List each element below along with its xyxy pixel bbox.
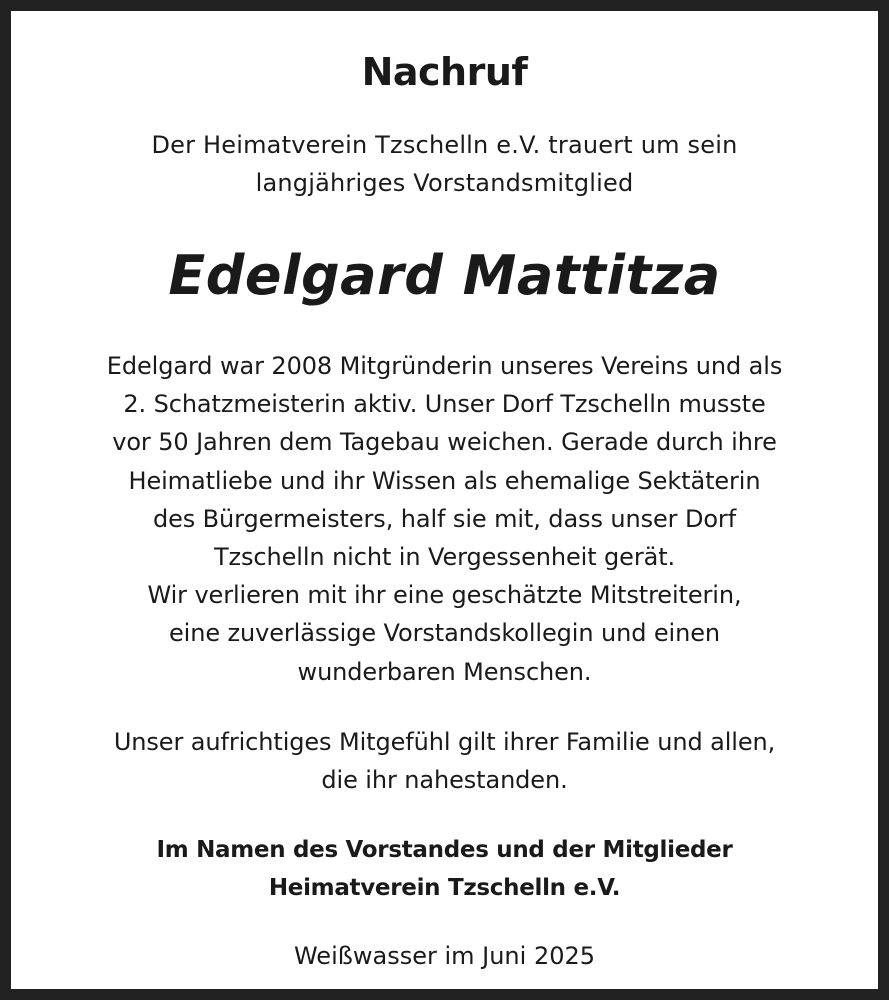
tribute-line: des Bürgermeisters, half sie mit, dass unser Dorf bbox=[152, 504, 737, 533]
sympathy-line: die ihr nahestanden. bbox=[321, 766, 568, 794]
obituary-content bbox=[22, 22, 867, 978]
intro-line: Der Heimatverein Tzschelln e.V. trauert um sein bbox=[151, 131, 738, 159]
signature-line: Im Namen des Vorstandes und der Mitglieder bbox=[156, 837, 733, 863]
tribute-line: Tzschelln nicht in Vergessenheit gerät. bbox=[213, 543, 676, 572]
tribute-line: eine zuverlässige Vorstandskollegin und einen bbox=[168, 619, 721, 648]
intro-line: langjähriges Vorstandsmitglied bbox=[255, 169, 634, 197]
tribute-line: vor 50 Jahren dem Tagebau weichen. Gerade durch ihre bbox=[112, 428, 777, 457]
obituary-heading: Nachruf bbox=[361, 50, 528, 94]
sympathy-line: Unser aufrichtiges Mitgefühl gilt ihrer Familie und allen, bbox=[113, 728, 776, 756]
sympathy-text bbox=[22, 723, 867, 799]
signature-line: Heimatverein Tzschelln e.V. bbox=[268, 875, 621, 901]
tribute-line: Wir verlieren mit ihr eine geschätzte Mitstreiterin, bbox=[147, 581, 742, 610]
tribute-line: wunderbaren Menschen. bbox=[297, 657, 592, 686]
tribute-text bbox=[22, 347, 867, 691]
tribute-line: Heimatliebe und ihr Wissen als ehemalige Sektäterin bbox=[128, 466, 761, 495]
tribute-line: 2. Schatzmeisterin aktiv. Unser Dorf Tzschelln musste bbox=[123, 390, 766, 419]
intro-text bbox=[22, 126, 867, 202]
deceased-name: Edelgard Mattitza bbox=[168, 244, 721, 307]
signature-block bbox=[22, 831, 867, 907]
place-date: Weißwasser im Juni 2025 bbox=[293, 942, 596, 970]
tribute-line: Edelgard war 2008 Mitgründerin unseres Vereins und als bbox=[106, 352, 783, 380]
